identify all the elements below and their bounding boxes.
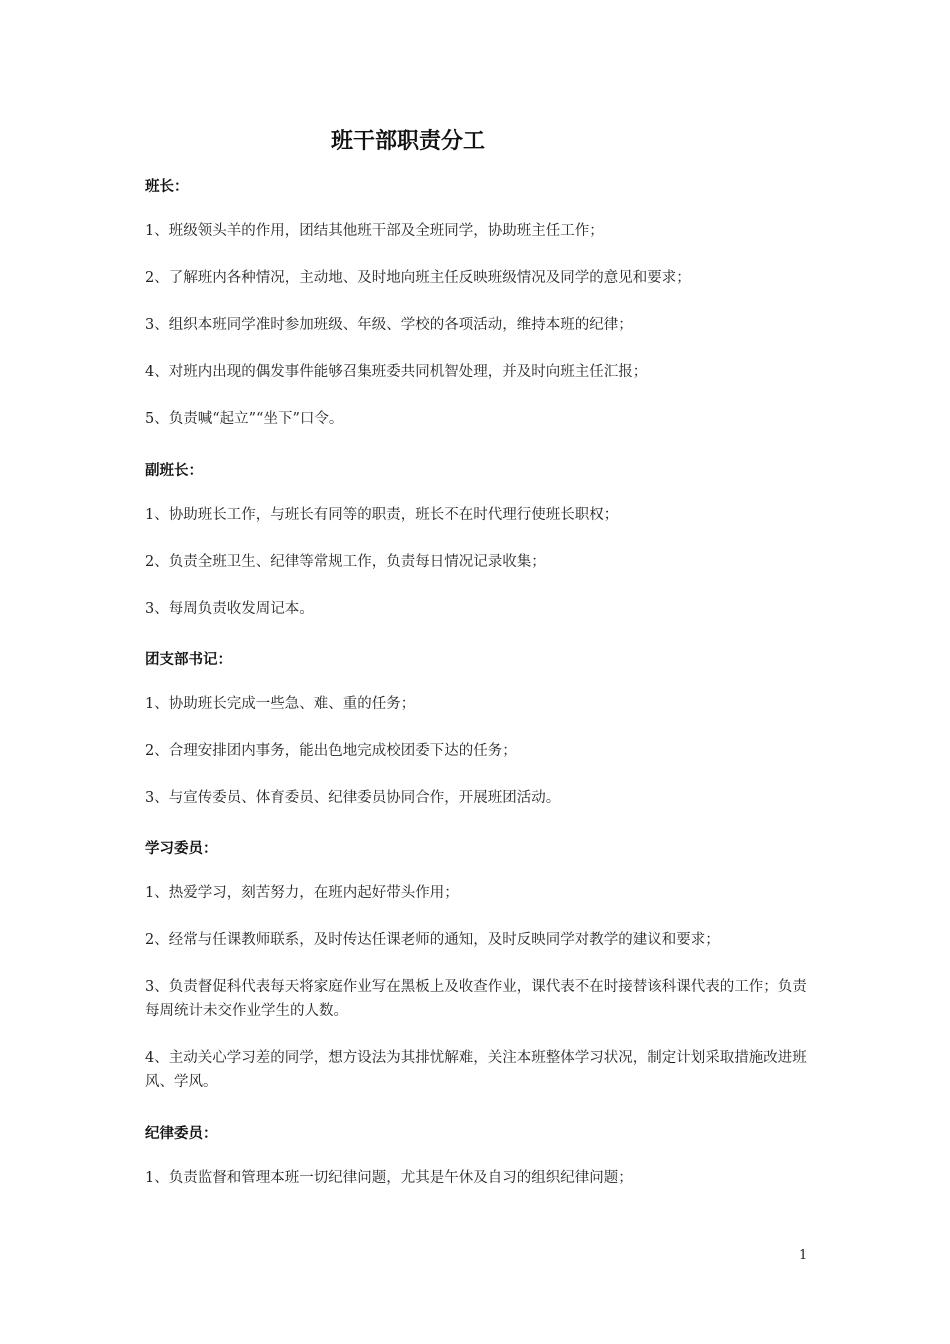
list-item: 3、与宣传委员、体育委员、纪律委员协同合作，开展班团活动。 — [145, 790, 561, 806]
list-item: 3、组织本班同学准时参加班级、年级、学校的各项活动，维持本班的纪律； — [145, 317, 633, 333]
list-item: 5、负责喊“起立”“坐下”口令。 — [145, 411, 344, 427]
section-heading-league-secretary: 团支部书记： — [145, 652, 232, 668]
list-item: 2、负责全班卫生、纪律等常规工作，负责每日情况记录收集； — [145, 554, 546, 570]
list-item: 2、了解班内各种情况，主动地、及时地向班主任反映班级情况及同学的意见和要求； — [145, 270, 691, 286]
section-heading-discipline-commissioner: 纪律委员： — [145, 1126, 218, 1142]
list-item: 3、负责督促科代表每天将家庭作业写在黑板上及收查作业，课代表不在时接替该科课代表的工作；负责每周统计未交作业学生的人数。 — [145, 979, 807, 1019]
list-item: 1、协助班长完成一些急、难、重的任务； — [145, 696, 416, 712]
list-item: 1、班级领头羊的作用，团结其他班干部及全班同学，协助班主任工作； — [145, 223, 604, 239]
page-number: 1 — [799, 1248, 808, 1263]
list-item: 2、合理安排团内事务，能出色地完成校团委下达的任务； — [145, 743, 517, 759]
list-item: 3、每周负责收发周记本。 — [145, 601, 314, 617]
section-heading-vice-monitor: 副班长： — [145, 463, 203, 479]
section-heading-class-monitor: 班长： — [145, 179, 189, 195]
list-item: 1、负责监督和管理本班一切纪律问题，尤其是午休及自习的组织纪律问题； — [145, 1170, 633, 1186]
page-title: 班干部职责分工 — [330, 129, 485, 154]
list-item: 4、对班内出现的偶发事件能够召集班委共同机智处理，并及时向班主任汇报； — [145, 364, 648, 380]
section-heading-study-commissioner: 学习委员： — [145, 841, 218, 857]
list-item: 2、经常与任课教师联系，及时传达任课老师的通知，及时反映同学对教学的建议和要求； — [145, 932, 720, 948]
list-item: 4、主动关心学习差的同学，想方设法为其排忧解难，关注本班整体学习状况，制定计划采取措施改进班风、学风。 — [145, 1050, 807, 1090]
list-item: 1、热爱学习，刻苦努力，在班内起好带头作用； — [145, 885, 459, 901]
list-item: 1、协助班长工作，与班长有同等的职责，班长不在时代理行使班长职权； — [145, 507, 619, 523]
